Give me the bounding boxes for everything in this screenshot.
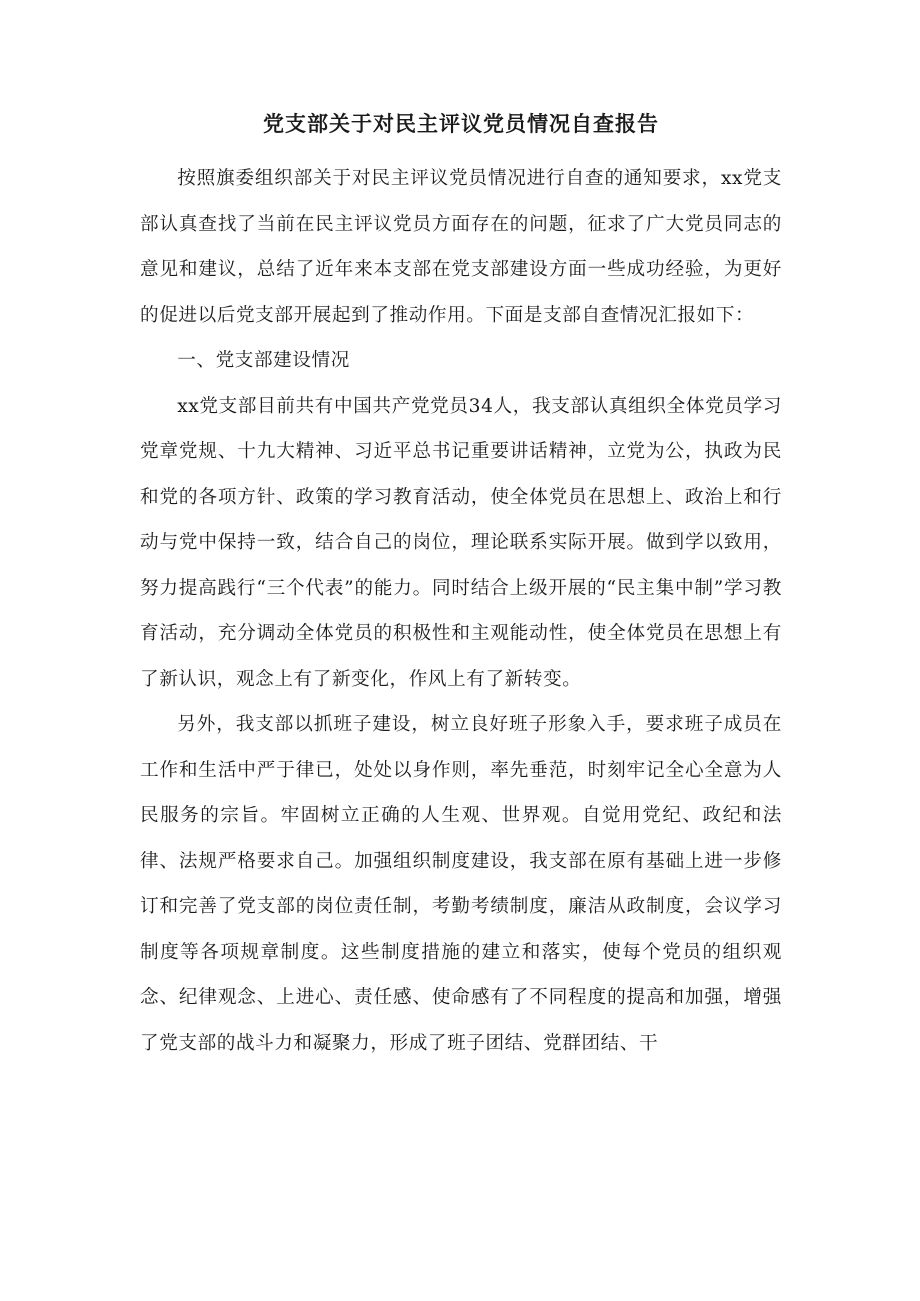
body-paragraph: 另外，我支部以抓班子建设，树立良好班子形象入手，要求班子成员在工作和生活中严于律已，处处以身作则，率先垂范，时刻牢记全心全意为人民服务的宗旨。牢固树立正确的人生观、世界观。自觉用党纪、政纪和法律、法规严格要求自己。加强组织制度建设，我支部在原有基础上进一步修订和完善了党支部的岗位责任制，考勤考绩制度，廉洁从政制度，会议学习制度等各项规章制度。这些制度措施的建立和落实，使每个党员的组织观念、纪律观念、上进心、责任感、使命感有了不同程度的提高和加强，增强了党支部的战斗力和凝聚力，形成了班子团结、党群团结、干 (140, 714, 782, 1054)
document-page (140, 108, 782, 1066)
body-paragraph: xx党支部目前共有中国共产党党员34人，我支部认真组织全体党员学习党章党规、十九大精神、习近平总书记重要讲话精神，立党为公，执政为民和党的各项方针、政策的学习教育活动，使全体党员在思想上、政治上和行动与党中保持一致，结合自己的岗位，理论联系实际开展。做到学以致用，努力提高践行“三个代表”的能力。同时结合上级开展的“民主集中制”学习教育活动，充分调动全体党员的积极性和主观能动性，使全体党员在思想上有了新认识，观念上有了新变化，作风上有了新转变。 (140, 395, 782, 690)
intro-paragraph: 按照旗委组织部关于对民主评议党员情况进行自查的通知要求，xx党支部认真查找了当前在民主评议党员方面存在的问题，征求了广大党员同志的意见和建议，总结了近年来本支部在党支部建设方面一些成功经验，为更好的促进以后党支部开展起到了推动作用。下面是支部自查情况汇报如下： (140, 168, 782, 326)
section-heading: 一、党支部建设情况 (177, 350, 350, 371)
document-title: 党支部关于对民主评议党员情况自查报告 (263, 112, 659, 136)
